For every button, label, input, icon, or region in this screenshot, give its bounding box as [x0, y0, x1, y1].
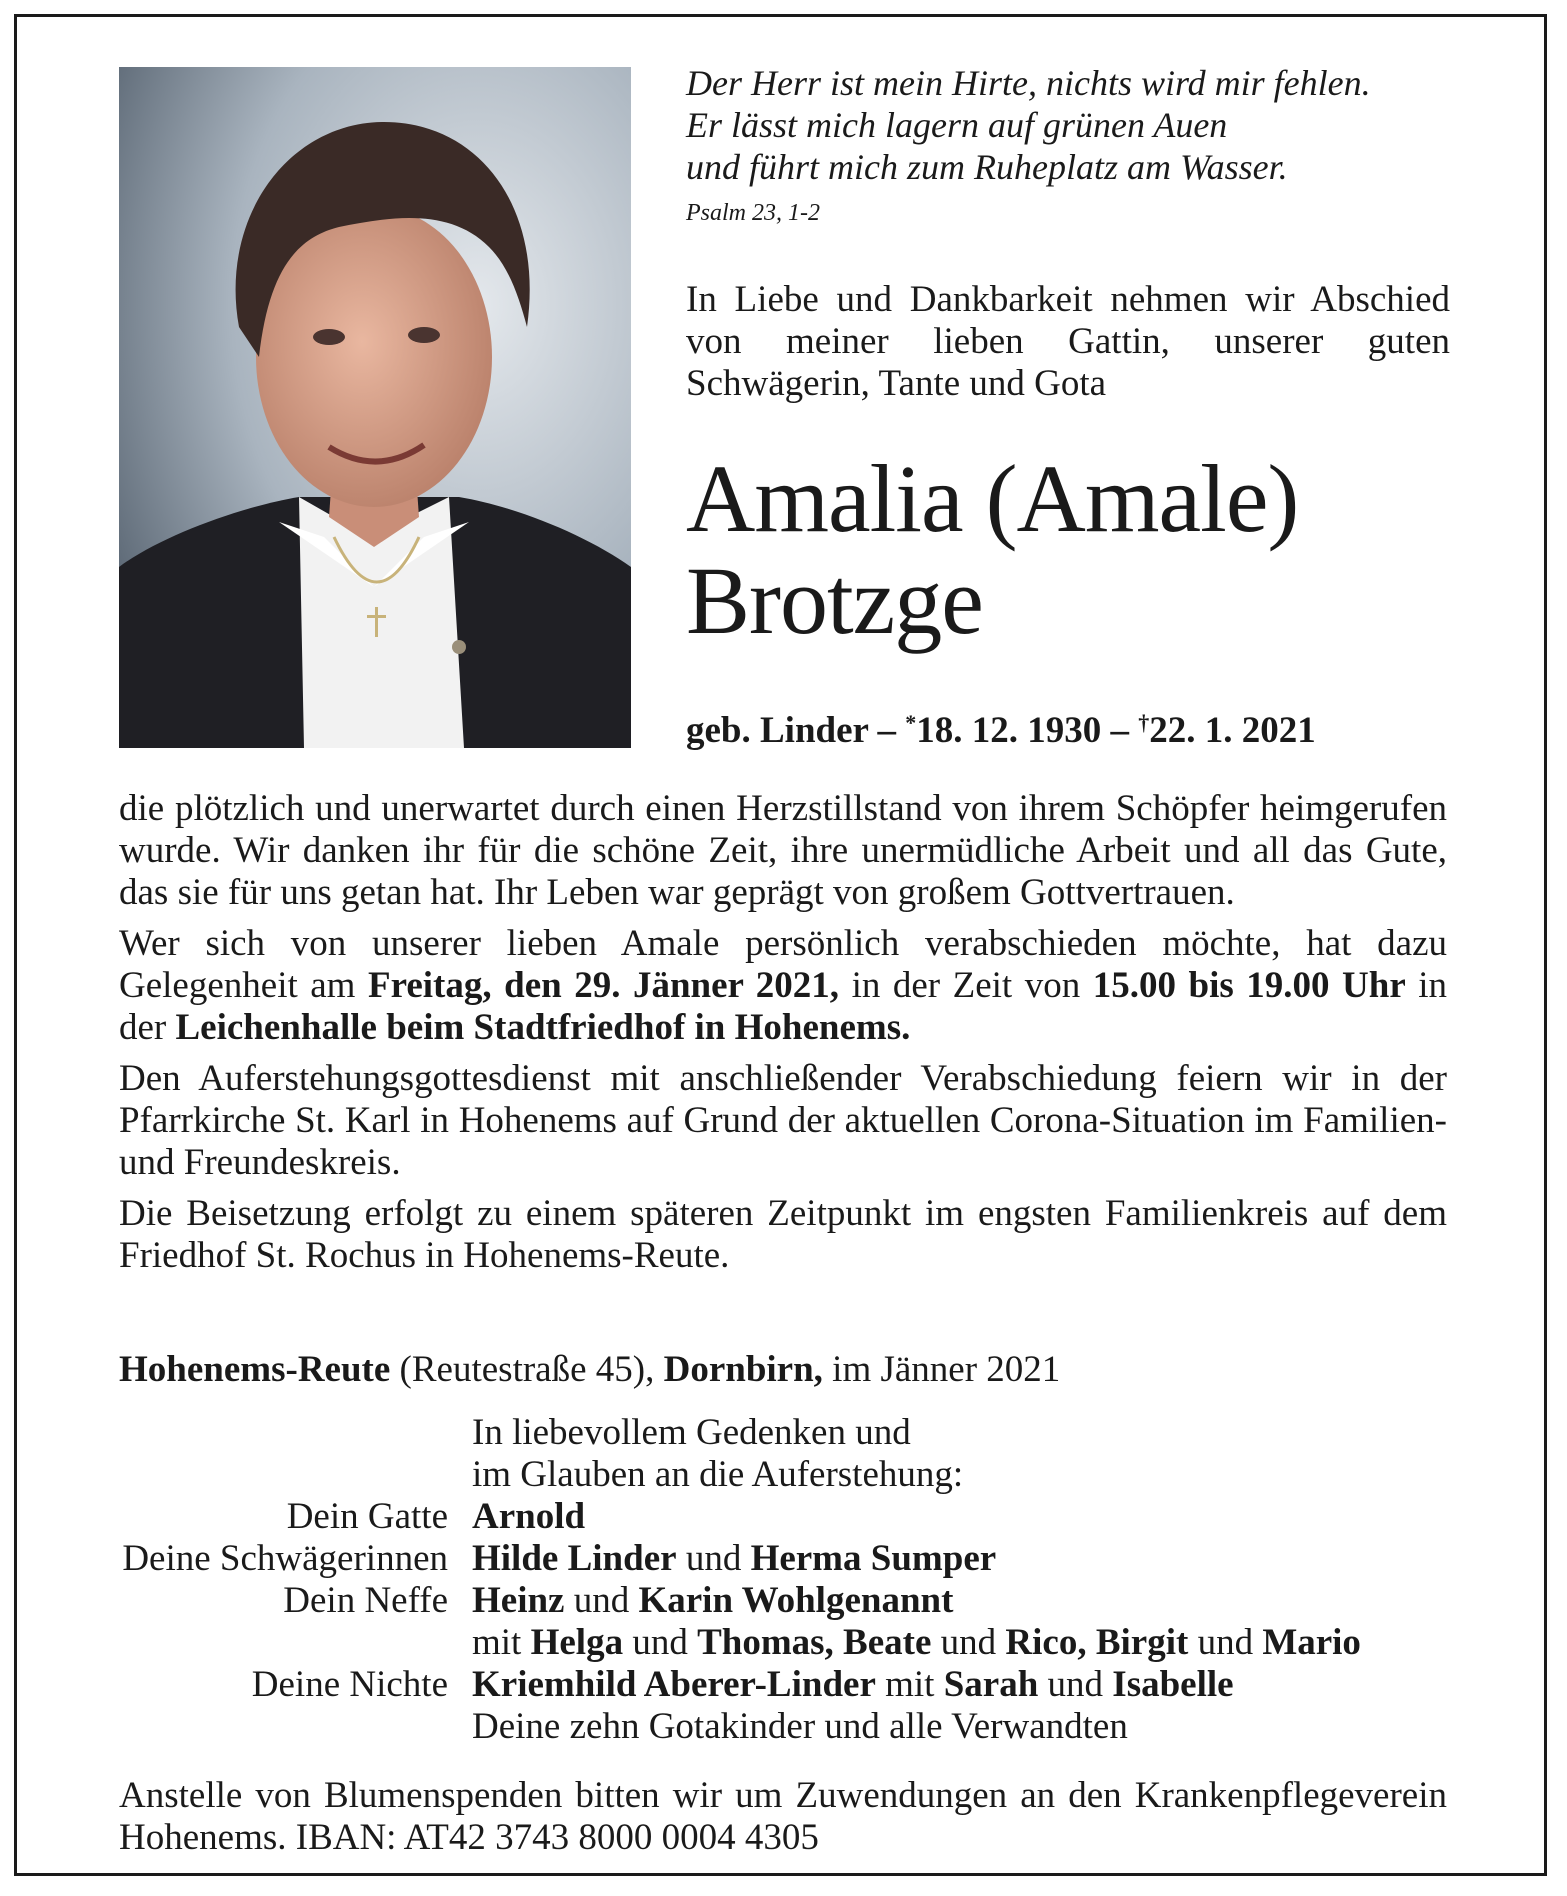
paragraph-1: die plötzlich und unerwartet durch einen Herzstillstand von ihrem Schöpfer heimgerufen wurde. Wir danken ihr für die schöne Zeit, ihre unermüdliche Arbeit und all das Gute, das sie für uns getan hat. Ihr Leben war geprägt von großem Gottvertrauen. — [119, 788, 1447, 913]
kid-c: Rico, Birgit — [1005, 1622, 1189, 1663]
psalm-reference: Psalm 23, 1-2 — [686, 200, 820, 226]
kid-d: Mario — [1262, 1622, 1361, 1663]
nephew-2: Karin Wohlgenannt — [638, 1580, 954, 1621]
mourner-row-closing — [60, 1706, 1520, 1748]
with-word: mit — [885, 1664, 935, 1705]
kid-b: Thomas, Beate — [697, 1622, 932, 1663]
psalm-line-1: Der Herr ist mein Hirte, nichts wird mir fehlen. — [686, 63, 1371, 103]
mourners-intro-2 — [60, 1454, 1520, 1496]
niece-label: Deine Nichte — [251, 1664, 448, 1705]
paragraph-3: Den Auferstehungsgottesdienst mit anschließender Verabschiedung feiern wir in der Pfarrkirche St. Karl in Hohenems auf Grund der aktuellen Corona-Situation im Familien- und Freundeskreis. — [119, 1058, 1447, 1183]
donation-note: Anstelle von Blumenspenden bitten wir um Zuwendungen an den Krankenpflegeverein Hohenems. IBAN: AT42 3743 8000 0004 4305 — [119, 1775, 1447, 1858]
born-name: geb. Linder — [686, 710, 869, 751]
and-word: und — [573, 1580, 630, 1621]
and-word: und — [940, 1622, 997, 1663]
spouse-label: Dein Gatte — [286, 1496, 448, 1537]
p2-text-c: in der Zeit von — [851, 965, 1081, 1006]
dash-2: – — [1110, 710, 1130, 751]
name-line-2: Brotzge — [686, 547, 983, 654]
sister-1: Hilde Linder — [472, 1538, 677, 1579]
paragraph-2 — [119, 923, 1447, 1049]
and-word: und — [632, 1622, 688, 1663]
spouse-name: Arnold — [472, 1496, 586, 1537]
niece-kid-2: Isabelle — [1112, 1664, 1234, 1705]
mourners-list — [60, 1412, 1520, 1748]
name-line-1: Amalia (Amale) — [686, 445, 1299, 552]
psalm-quote — [686, 62, 1476, 228]
p2-text-a: Wer sich von unserer lieben Amale persönlich verabschieden möchte, hat dazu Gelegenheit am — [119, 923, 1447, 1006]
psalm-line-3: und führt mich zum Ruheplatz am Wasser. — [686, 147, 1288, 187]
sisters-label: Deine Schwägerinnen — [122, 1538, 448, 1579]
mourner-row-kids — [60, 1622, 1520, 1664]
sister-2: Herma Sumper — [750, 1538, 997, 1579]
portrait-image — [119, 67, 631, 748]
and-word: und — [685, 1538, 742, 1579]
mourner-row-nephew — [60, 1580, 1520, 1622]
with-word: mit — [472, 1622, 522, 1663]
p2-date: Freitag, den 29. Jänner 2021, — [367, 965, 840, 1006]
place-date: im Jänner 2021 — [832, 1349, 1061, 1390]
paragraph-4: Die Beisetzung erfolgt zu einem späteren Zeitpunkt im engsten Familienkreis auf dem Friedhof St. Rochus in Hohenems-Reute. — [119, 1193, 1447, 1276]
nephew-1: Heinz — [472, 1580, 565, 1621]
kid-a: Helga — [530, 1622, 624, 1663]
place-date-line — [119, 1348, 1060, 1392]
niece-name: Kriemhild Aberer-Linder — [472, 1664, 876, 1705]
p2-location: Leichenhalle beim Stadtfriedhof in Hohenems. — [175, 1007, 911, 1048]
portrait-photo — [119, 67, 631, 748]
life-dates — [686, 700, 1316, 754]
birth-symbol: * — [905, 710, 917, 735]
mourners-intro-line-1: In liebevollem Gedenken und — [472, 1412, 911, 1453]
p2-time: 15.00 bis 19.00 Uhr — [1092, 965, 1406, 1006]
mourner-row-niece — [60, 1664, 1520, 1706]
place-town-2: Dornbirn, — [663, 1349, 823, 1390]
place-address: (Reutestraße 45), — [399, 1349, 655, 1390]
nephew-label: Dein Neffe — [283, 1580, 448, 1621]
psalm-line-2: Er lässt mich lagern auf grünen Auen — [686, 105, 1228, 145]
mourner-row-spouse — [60, 1496, 1520, 1538]
death-date: 22. 1. 2021 — [1149, 710, 1316, 751]
and-word: und — [1047, 1664, 1104, 1705]
mourners-intro-line-2: im Glauben an die Auferstehung: — [472, 1454, 964, 1495]
death-symbol: † — [1138, 710, 1150, 735]
intro-text: In Liebe und Dankbarkeit nehmen wir Abschied von meiner lieben Gattin, unserer guten Schwägerin, Tante und Gota — [686, 279, 1450, 404]
p2-text-e: in der — [119, 965, 1448, 1048]
place-town: Hohenems-Reute — [119, 1349, 391, 1390]
niece-kid-1: Sarah — [943, 1664, 1039, 1705]
notice-body — [119, 788, 1447, 1286]
deceased-name — [686, 445, 1486, 654]
dash-1: – — [877, 710, 897, 751]
mourners-intro-1 — [60, 1412, 1520, 1454]
mourner-row-sisters — [60, 1538, 1520, 1580]
and-word: und — [1197, 1622, 1254, 1663]
birth-date: 18. 12. 1930 — [916, 710, 1102, 751]
mourners-closing: Deine zehn Gotakinder und alle Verwandten — [472, 1706, 1128, 1747]
